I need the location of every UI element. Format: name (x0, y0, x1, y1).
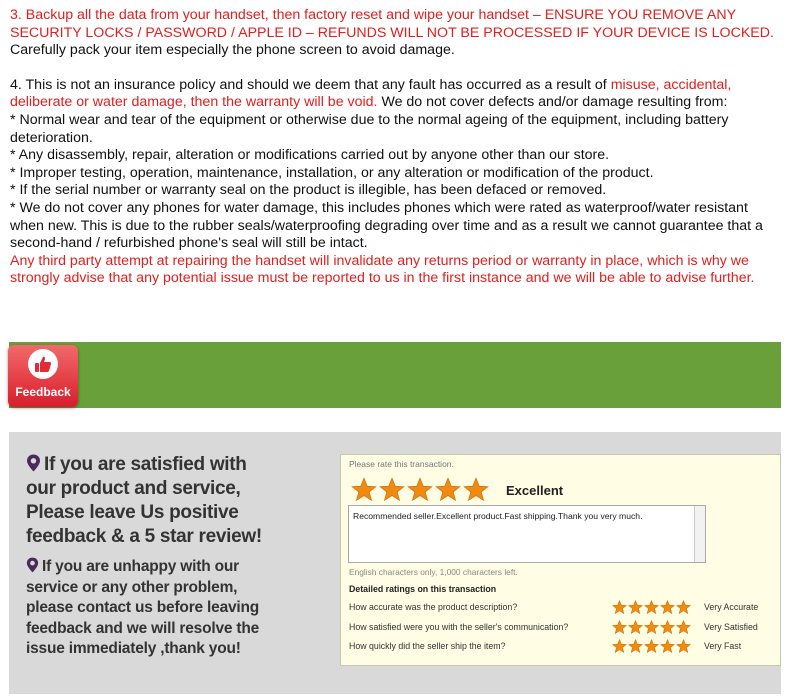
detail-rating-row (349, 600, 774, 616)
location-pin-icon (26, 557, 39, 573)
unhappy-text: If you are unhappy with our service or any other problem, please contact us before leaving feedback and we will resolve the issue immediately ,thank you! (26, 558, 260, 657)
rating-question: How quickly did the seller ship the item? (349, 641, 506, 651)
location-pin-icon (26, 454, 41, 472)
detail-star-rating[interactable] (612, 639, 692, 656)
term-4 (10, 77, 780, 112)
term-4-red: misuse, accidental, deliberate or water damage, then the warranty will be void. (10, 76, 732, 111)
satisfied-message (26, 453, 276, 549)
bullet-item: * If the serial number or warranty seal on the product is illegible, has been defaced or removed. (10, 182, 607, 199)
comment-text: Recommended seller.Excellent product.Fast shipping.Thank you very much. (353, 511, 643, 521)
rating-question: How accurate was the product description? (349, 602, 518, 612)
character-note: English characters only, 1,000 characters left. (349, 567, 518, 577)
comment-textarea[interactable] (348, 505, 706, 563)
bullet-item: * We do not cover any phones for water damage, this includes phones which were rated as waterproof/water resistant when new. This is due to the rubber seals/waterproofing degrading over time and as a result we cannot guarantee that a second-hand / refurbished phone's seal will still be intact. (10, 199, 763, 252)
star-icon (464, 478, 488, 501)
unhappy-message (26, 557, 276, 660)
star-icon (380, 478, 404, 501)
bullet-item: * Improper testing, operation, maintenance, installation, or any alteration or modification of the product. (10, 164, 654, 181)
overall-star-rating[interactable] (351, 477, 501, 508)
detailed-ratings-title: Detailed ratings on this transaction (349, 584, 497, 594)
review-form (340, 454, 781, 666)
rating-answer: Very Fast (704, 641, 742, 651)
rating-label: Excellent (506, 483, 564, 498)
feedback-badge-label: Feedback (15, 385, 71, 399)
term-3-warning: 3. Backup all the data from your handset, then factory reset and wipe your handset – ENSURE YOU REMOVE ANY SECURITY LOCKS / PASSWORD / APPLE ID – REFUNDS WILL NOT BE PROCESSED IF YOUR DEVICE IS LOCKED. (10, 7, 774, 41)
comment-scrollbar[interactable] (694, 506, 705, 562)
satisfied-text: If you are satisfied with our product and service, Please leave Us positive feedback & a 5 star review! (26, 454, 262, 547)
star-icon (408, 478, 432, 501)
rating-question: How satisfied were you with the seller's communication? (349, 622, 569, 632)
rate-prompt: Please rate this transaction. (349, 459, 454, 469)
star-icon (352, 478, 376, 501)
bullet-item: * Normal wear and tear of the equipment or otherwise due to the normal ageing of the equipment, including battery deterioration. (10, 111, 729, 146)
term-3-rest: Carefully pack your item especially the phone screen to avoid damage. (10, 42, 455, 59)
feedback-banner (9, 342, 781, 408)
detail-rating-row (349, 620, 774, 636)
term-3 (10, 7, 780, 60)
warranty-terms (10, 7, 780, 288)
repair-warning: Any third party attempt at repairing the handset will invalidate any returns period or warranty in place, which is why we strongly advise that any potential issue must be reported to us in the first instance and we will be able to advise further. (10, 252, 755, 287)
bullet-item: * Any disassembly, repair, alteration or modifications carried out by anyone other than our store. (10, 147, 610, 164)
thumbs-up-icon (28, 349, 58, 379)
term-4-intro: 4. This is not an insurance policy and should we deem that any fault has occurred as a result of (10, 76, 611, 93)
term-4-rest: We do not cover defects and/or damage resulting from: (377, 94, 728, 111)
star-icon (436, 478, 460, 501)
detail-rating-row (349, 639, 774, 655)
rating-answer: Very Satisfied (704, 622, 758, 632)
detail-star-rating[interactable] (612, 600, 692, 617)
rating-answer: Very Accurate (704, 602, 759, 612)
feedback-badge (8, 345, 78, 407)
detail-star-rating[interactable] (612, 620, 692, 637)
